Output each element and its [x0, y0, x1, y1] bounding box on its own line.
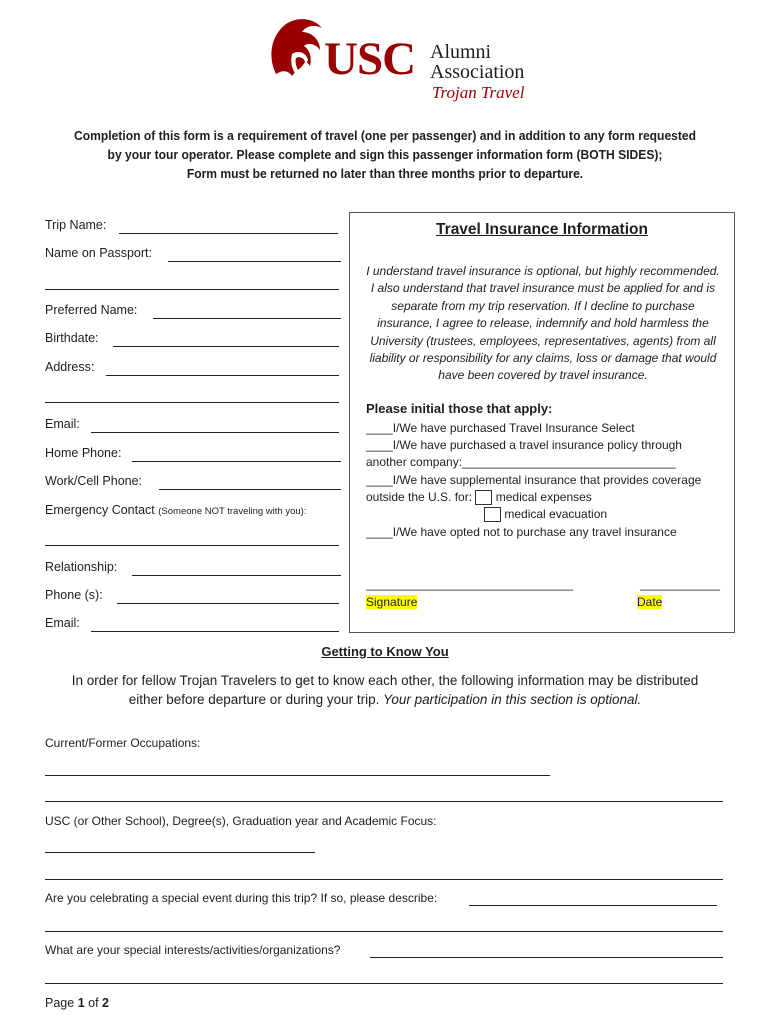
medical-evacuation-label: medical evacuation — [504, 507, 608, 521]
medical-evacuation-checkbox[interactable] — [484, 507, 501, 522]
passport-name-label: Name on Passport: — [45, 246, 152, 260]
org-line-alumni: Alumni — [430, 41, 492, 63]
signature-label: Signature — [366, 595, 418, 609]
intro-line-2: either before departure or during your trip. Your participation in this section is optional. — [128, 692, 642, 707]
travel-insurance-box — [349, 212, 735, 633]
birthdate-label: Birthdate: — [45, 331, 99, 345]
option-other-company[interactable]: ____I/We have purchased a travel insurance policy through — [366, 438, 682, 452]
occupations-field-2[interactable] — [45, 801, 723, 802]
trojan-helmet-icon — [262, 14, 332, 86]
option-supplemental[interactable]: ____I/We have supplemental insurance that provides coverage — [366, 473, 702, 487]
interests-field[interactable] — [370, 957, 723, 958]
emergency-contact-note: (Someone NOT traveling with you): — [158, 506, 307, 517]
phones-label: Phone (s): — [45, 588, 103, 602]
relationship-field[interactable] — [132, 575, 341, 576]
option-travel-insurance-select[interactable]: ____I/We have purchased Travel Insurance Select — [366, 421, 635, 435]
trip-name-label: Trip Name: — [45, 218, 107, 232]
emergency-contact-label — [45, 503, 306, 517]
intro-line-1: In order for fellow Trojan Travelers to get to know each other, the following information may be distributed — [71, 673, 699, 688]
getting-to-know-intro — [40, 671, 730, 709]
preferred-name-label: Preferred Name: — [45, 303, 138, 317]
date-label: Date — [637, 595, 663, 609]
special-event-field-2[interactable] — [45, 931, 723, 932]
email2-field[interactable] — [91, 631, 339, 632]
signature-field[interactable]: _______________________________ — [366, 577, 573, 591]
work-phone-field[interactable] — [159, 489, 341, 490]
trip-name-field[interactable] — [119, 233, 338, 234]
date-field[interactable]: ____________ — [640, 577, 721, 591]
education-field-2[interactable] — [45, 879, 723, 880]
emergency-contact-field[interactable] — [45, 545, 339, 546]
instructions-line-2: by your tour operator. Please complete and sign this passenger information form (BOTH SIDES); — [107, 147, 663, 162]
option-opted-out[interactable]: ____I/We have opted not to purchase any travel insurance — [366, 525, 677, 539]
address-label: Address: — [45, 360, 95, 374]
interests-question: What are your special interests/activities/organizations? — [45, 943, 341, 957]
passport-name-field-2[interactable] — [45, 289, 339, 290]
home-phone-label: Home Phone: — [45, 446, 122, 460]
other-company-field[interactable]: another company:________________________________ — [366, 455, 676, 469]
getting-to-know-title: Getting to Know You — [321, 644, 449, 659]
work-phone-label: Work/Cell Phone: — [45, 474, 143, 488]
insurance-title: Travel Insurance Information — [436, 221, 648, 238]
special-event-question: Are you celebrating a special event during this trip? If so, please describe: — [45, 891, 438, 905]
usc-alumni-logo — [262, 14, 532, 106]
emergency-contact-text: Emergency Contact — [45, 503, 155, 517]
occupations-question: Current/Former Occupations: — [45, 736, 201, 750]
home-phone-field[interactable] — [132, 461, 341, 462]
relationship-label: Relationship: — [45, 560, 118, 574]
org-line-association: Association — [430, 61, 525, 83]
medical-expenses-checkbox[interactable] — [475, 490, 492, 505]
education-question: USC (or Other School), Degree(s), Graduation year and Academic Focus: — [45, 814, 437, 828]
evacuation-row — [484, 506, 607, 523]
trojan-travel-subtitle: Trojan Travel — [432, 83, 525, 102]
email2-label: Email: — [45, 616, 80, 630]
birthdate-field[interactable] — [113, 346, 339, 347]
supplemental-coverage-row — [366, 489, 592, 506]
special-event-field[interactable] — [469, 905, 717, 906]
initial-heading: Please initial those that apply: — [366, 401, 553, 416]
email-field[interactable] — [91, 432, 339, 433]
passport-name-field[interactable] — [168, 261, 341, 262]
address-field[interactable] — [106, 375, 339, 376]
form-instructions — [64, 126, 706, 183]
education-field[interactable] — [45, 852, 315, 853]
preferred-name-field[interactable] — [153, 318, 341, 319]
outside-us-label: outside the U.S. for: — [366, 490, 473, 504]
email-label: Email: — [45, 417, 80, 431]
medical-expenses-label: medical expenses — [495, 490, 592, 504]
insurance-disclaimer: I understand travel insurance is optional, but highly recommended. I also understand that travel insurance must be applied for and is separate from my trip reservation. If I decline to purchase insurance, I agree to release, indemnify and hold harmless the University (trustees, employees, representatives, agents) from all liability or responsibility for any claims, loss or damage that would have been covered by travel insurance. — [366, 264, 720, 383]
occupations-field[interactable] — [45, 775, 550, 776]
instructions-line-1: Completion of this form is a requirement of travel (one per passenger) and in addition to any form requested — [73, 128, 697, 143]
usc-wordmark: USC — [324, 33, 416, 85]
optional-note: Your participation in this section is optional. — [383, 692, 642, 707]
instructions-line-3: Form must be returned no later than three months prior to departure. — [186, 166, 584, 181]
phones-field[interactable] — [117, 603, 339, 604]
interests-field-2[interactable] — [45, 983, 723, 984]
page-number: Page 1 of 2 — [45, 996, 109, 1010]
address-field-2[interactable] — [45, 402, 339, 403]
